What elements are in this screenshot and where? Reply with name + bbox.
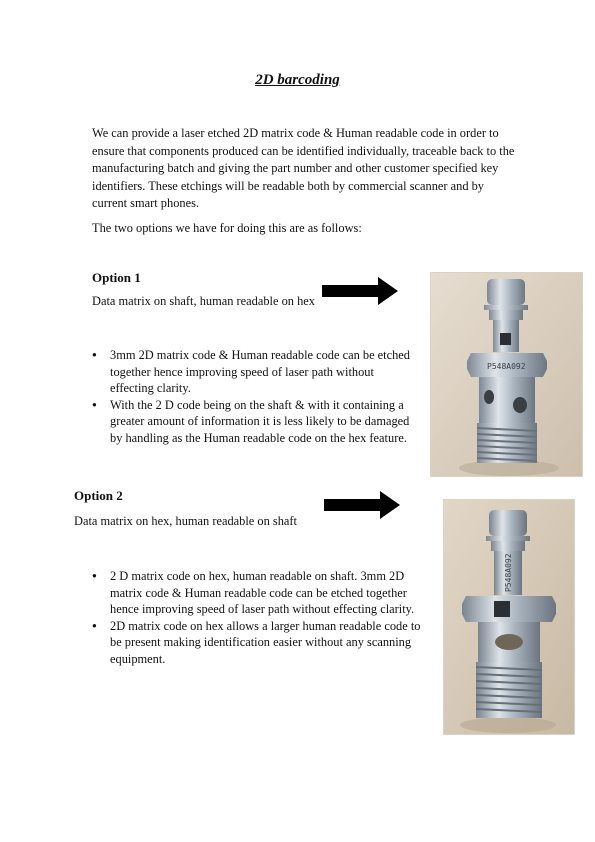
- svg-text:P548A092: P548A092: [487, 362, 526, 371]
- list-item: ● 3mm 2D matrix code & Human readable code can be etched together hence improving speed of laser path without effecting clarity.: [92, 347, 417, 397]
- list-item: ● With the 2 D code being on the shaft & with it containing a greater amount of information it is less likely to be damaged by handling as the Human readable code on the hex feature.: [92, 397, 417, 447]
- list-item: ● 2 D matrix code on hex, human readable on shaft. 3mm 2D matrix code & Human readable code can be etched together hence improving speed of laser path without effecting clarity.: [92, 568, 422, 618]
- intro-paragraph: We can provide a laser etched 2D matrix code & Human readable code in order to ensure that components produced can be identified individually, traceable back to the manufacturing batch and giving the part number and other customer specified key identifiers. These etchings will be readable both by commercial scanner and by current smart phones.: [92, 126, 515, 210]
- option1-bullet-list: [92, 347, 417, 446]
- option2-photo: [443, 499, 575, 735]
- etched-fitting-photo-icon: [444, 500, 574, 734]
- svg-text:P548A092: P548A092: [504, 553, 513, 592]
- option1-subtitle: Data matrix on shaft, human readable on hex: [92, 294, 315, 308]
- etched-fitting-photo-icon: [431, 273, 582, 476]
- option1-photo: [430, 272, 583, 477]
- option1-heading: Option 1: [92, 270, 141, 285]
- option1-arrow-icon: [322, 277, 398, 305]
- option2-heading: Option 2: [74, 488, 123, 503]
- option2-bullet-list: [92, 568, 422, 667]
- options-intro: The two options we have for doing this are as follows:: [92, 221, 362, 235]
- option2-arrow-icon: [324, 491, 400, 519]
- list-item: ● 2D matrix code on hex allows a larger human readable code to be present making identification easier without any scanning equipment.: [92, 618, 422, 668]
- page-title: 2D barcoding: [255, 72, 340, 88]
- option2-subtitle: Data matrix on hex, human readable on shaft: [74, 514, 297, 528]
